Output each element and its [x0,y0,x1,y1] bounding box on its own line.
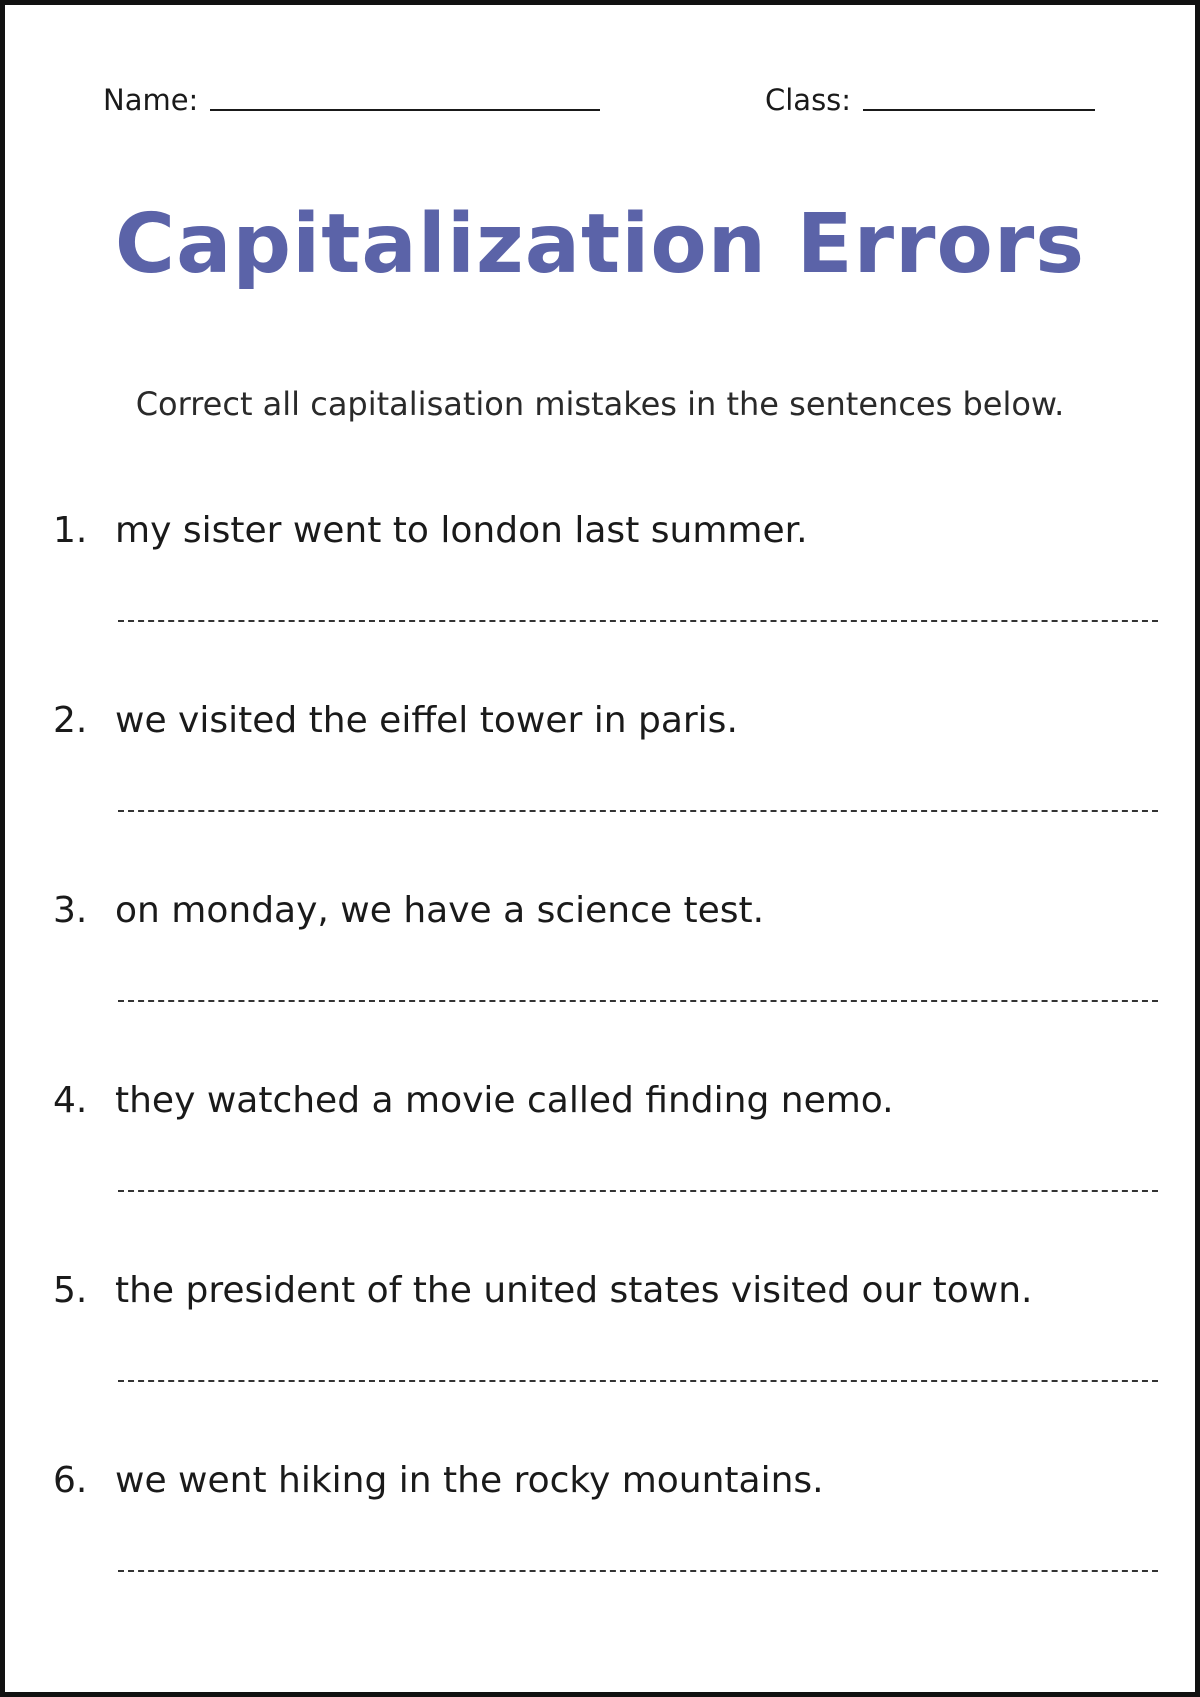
question-number: 3. [53,890,88,931]
question-text: the president of the united states visited our town. [115,1270,1033,1311]
answer-line[interactable] [118,1000,1158,1002]
question-number: 1. [53,510,88,551]
question-number: 2. [53,700,88,741]
answer-line[interactable] [118,620,1158,622]
question-item [5,700,1195,890]
question-item [5,890,1195,1080]
worksheet-title: Capitalization Errors [114,197,1086,292]
class-label: Class: [765,83,852,117]
answer-line[interactable] [118,1190,1158,1192]
question-text: we went hiking in the rocky mountains. [115,1460,824,1501]
question-text: we visited the eiffel tower in paris. [115,700,738,741]
answer-line[interactable] [118,1570,1158,1572]
question-number: 4. [53,1080,88,1121]
class-blank-line[interactable] [863,108,1095,111]
instructions: Correct all capitalisation mistakes in the sentences below. [135,385,1065,423]
header-row [5,83,1195,133]
name-blank-line[interactable] [210,108,600,111]
question-text: on monday, we have a science test. [115,890,765,931]
question-item [5,1270,1195,1460]
answer-line[interactable] [118,1380,1158,1382]
question-number: 5. [53,1270,88,1311]
question-text: they watched a movie called finding nemo. [115,1080,894,1121]
question-item [5,510,1195,700]
question-list [5,510,1195,1650]
class-field [765,83,1095,117]
question-number: 6. [53,1460,88,1501]
question-item [5,1460,1195,1650]
name-field [103,83,600,117]
answer-line[interactable] [118,810,1158,812]
question-text: my sister went to london last summer. [115,510,808,551]
name-label: Name: [103,83,199,117]
question-item [5,1080,1195,1270]
